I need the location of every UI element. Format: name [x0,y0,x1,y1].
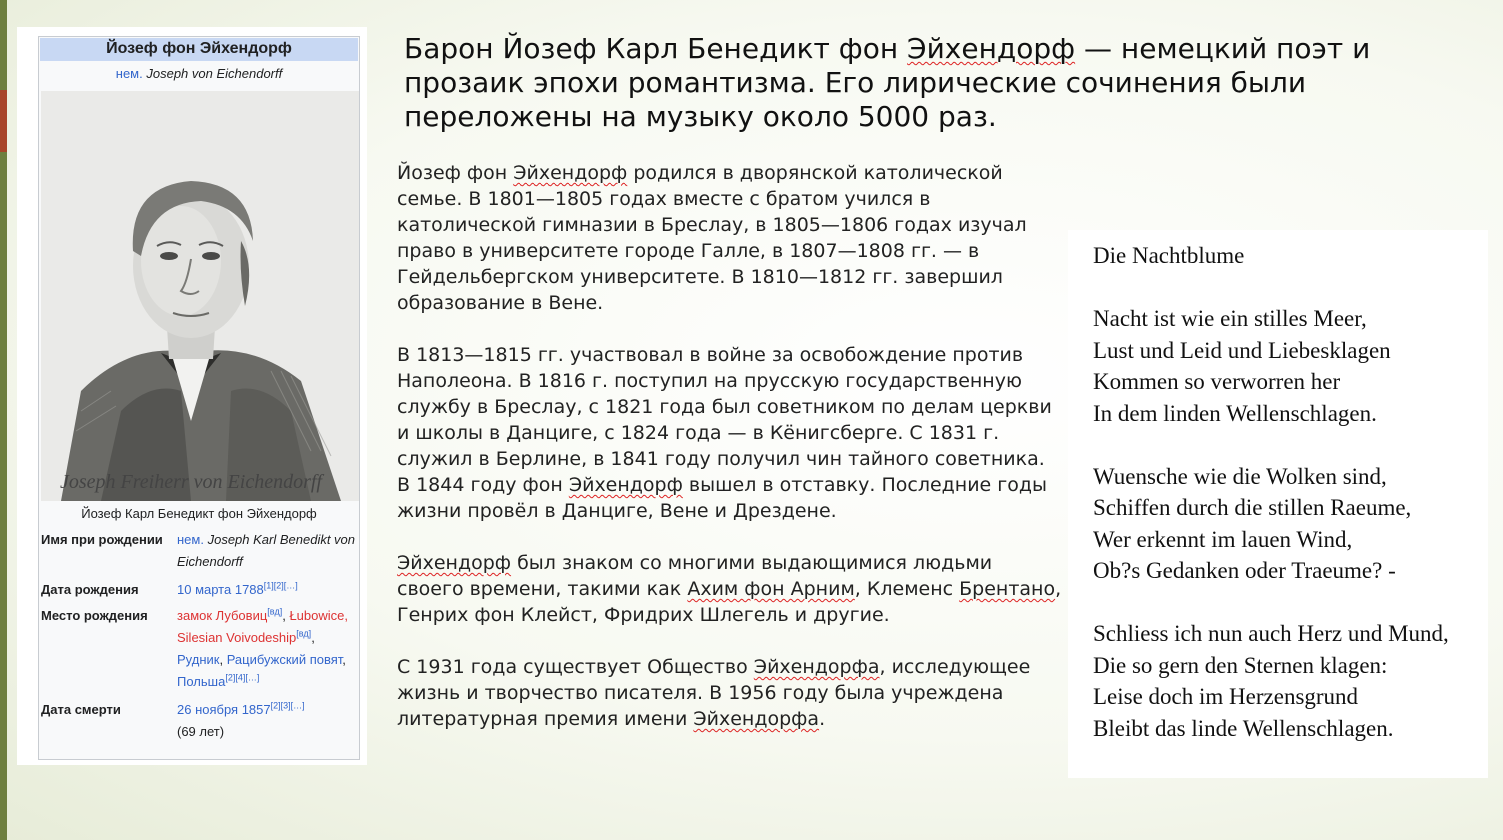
p3-name: Эйхендорф [397,552,512,574]
original-name: Joseph von Eichendorff [146,66,283,81]
p3-text-c: , Генрих фон Клейст, Фридрих Шлегель и другие. [397,578,1062,626]
value-birth-place: замок Лубовиц[вд], Łubowice, Silesian Voivodeship[вд], Рудник, Рацибужский повят, Польша[2][4][…] [177,606,348,689]
label-birth-date: Дата рождения [41,582,139,597]
poem-line: Wer erkennt im lauen Wind, [1093,526,1353,552]
death-date-refs[interactable]: [2][3][…] [270,700,305,711]
p2-name: Эйхендорф [568,474,683,496]
poem-stanza [1093,303,1488,429]
row-birth-name [39,529,359,573]
ref-wd[interactable]: [вд] [267,606,283,617]
p3-arnim: Ахим фон Арним [687,578,855,600]
poem-line: Ob?s Gedanken oder Traeume? - [1093,558,1396,583]
birth-name-text: Joseph Karl Benedikt von Eichendorff [177,532,356,569]
poem-line: Nacht ist wie ein stilles Meer, [1093,306,1367,331]
poem-line: Die so gern den Sternen klagen: [1093,652,1388,678]
birth-place-link-rudnik[interactable]: Рудник [177,652,220,667]
poem-panel [1068,230,1488,778]
p1-text-b: родился в дворянской католической семье. В 1801—1805 годах вместе с братом учился в католической гимназии в Бреслау, в 1805—1806 годах изучал право в университете городе Галле, в 1807—1808 гг. — в Гейдельбергском университете. В 1810—1812 гг. завершил образование в Вене. [397,162,1027,314]
row-birth-date [39,579,359,601]
row-death-date [39,699,359,743]
birth-place-redlink[interactable]: замок Лубовиц [177,608,268,623]
poem-line: In dem linden Wellenschlagen. [1093,400,1377,426]
poem-line: Leise doch im Herzensgrund [1093,684,1359,709]
poem-line: Kommen so verworren her [1093,369,1341,394]
birth-date-refs[interactable]: [1][2][…] [263,580,298,591]
slide-title [404,32,1404,134]
p3-brentano: Брентано [959,578,1056,600]
p1-text-a: Йозеф фон [397,162,514,184]
birth-place-link-poland[interactable]: Польша [177,674,226,689]
poem-line: Bleibt das linde Wellenschlagen. [1093,715,1394,741]
death-age: (69 лет) [177,724,225,739]
poem-line: Schliess ich nun auch Herz und Mund, [1093,621,1449,646]
poem-stanza [1093,618,1488,744]
biography-text [397,160,1062,758]
birth-date-link[interactable]: 10 марта 1788 [177,582,264,597]
p4-text-a: С 1931 года существует Общество [397,656,754,678]
portrait-image [41,91,359,501]
label-death-date: Дата смерти [41,702,121,717]
title-text-1: Барон Йозеф Карл Бенедикт фон [404,32,908,65]
row-birth-place [39,605,359,693]
title-name: Эйхендорф [907,32,1076,65]
wikipedia-infobox-image [17,27,367,765]
p4-text-b: , исследующее жизнь и творчество писателя. В 1956 году была учреждена литературная премия имени [397,656,1031,730]
value-birth-date [177,579,359,601]
p3-text-a: был знаком со многими выдающимися людьми своего времени, такими как [397,552,993,600]
death-date-link[interactable]: 26 ноября 1857 [177,702,271,717]
paragraph-career [397,342,1062,524]
p2-text-b: вышел в отставку. Последние годы жизни провёл в Данциге, Вене и Дрездене. [397,474,1048,522]
label-birth-name: Имя при рождении [41,532,163,547]
paragraph-early-life [397,160,1062,316]
infobox-table [38,36,360,760]
birth-place-link-county[interactable]: Рацибужский повят [226,652,343,667]
paragraph-legacy [397,654,1062,732]
p2-text-a: В 1813—1815 гг. участвовал в войне за освобождение против Наполеона. В 1816 г. поступил на прусскую государственную службу в Бреслау, с 1821 года был советником по делам церкви и школы в Данциге, с 1824 года — в Кёнигсберге. С 1831 г. служил в Берлине, в 1841 году получил чин тайного советника. В 1844 году фон [397,344,1052,496]
poem-line: Schiffen durch die stillen Raeume, [1093,495,1412,520]
p1-name: Эйхендорф [513,162,628,184]
infobox-subtitle [39,66,359,81]
paragraph-contemporaries [397,550,1062,628]
slide-left-accent-mark [0,90,7,152]
poem-line: Wuensche wie die Wolken sind, [1093,463,1387,489]
infobox-title: Йозеф фон Эйхендорф [40,38,358,61]
ref-wd-2[interactable]: [вд] [296,628,312,639]
poem-line: Lust und Leid und Liebesklagen [1093,337,1391,363]
title-text-2: — немецкий поэт и прозаик эпохи романтизма. Его лирические сочинения были переложены на музыку около 5000 раз. [404,32,1371,133]
portrait-signature: Joseph Freiherr von Eichendorff [60,471,322,493]
lang-link[interactable]: нем. [115,66,143,81]
poem-stanza [1093,461,1488,587]
p4-name: Эйхендорфа [753,656,880,678]
p4-text-c: . [819,708,826,730]
poem-title: Die Nachtblume [1093,243,1245,268]
value-birth-name [177,529,359,573]
p4-name-2: Эйхендорфа [693,708,820,730]
birth-place-redlink-2[interactable]: Łubowice, Silesian Voivodeship [177,608,348,645]
label-birth-place: Место рождения [41,608,148,623]
lang-link[interactable]: нем. [177,532,204,547]
portrait-caption: Йозеф Карл Бенедикт фон Эйхендорф [81,506,317,521]
birth-place-refs[interactable]: [2][4][…] [225,672,260,683]
p3-text-b: , Клеменс [854,578,960,600]
value-death-date [177,699,359,743]
